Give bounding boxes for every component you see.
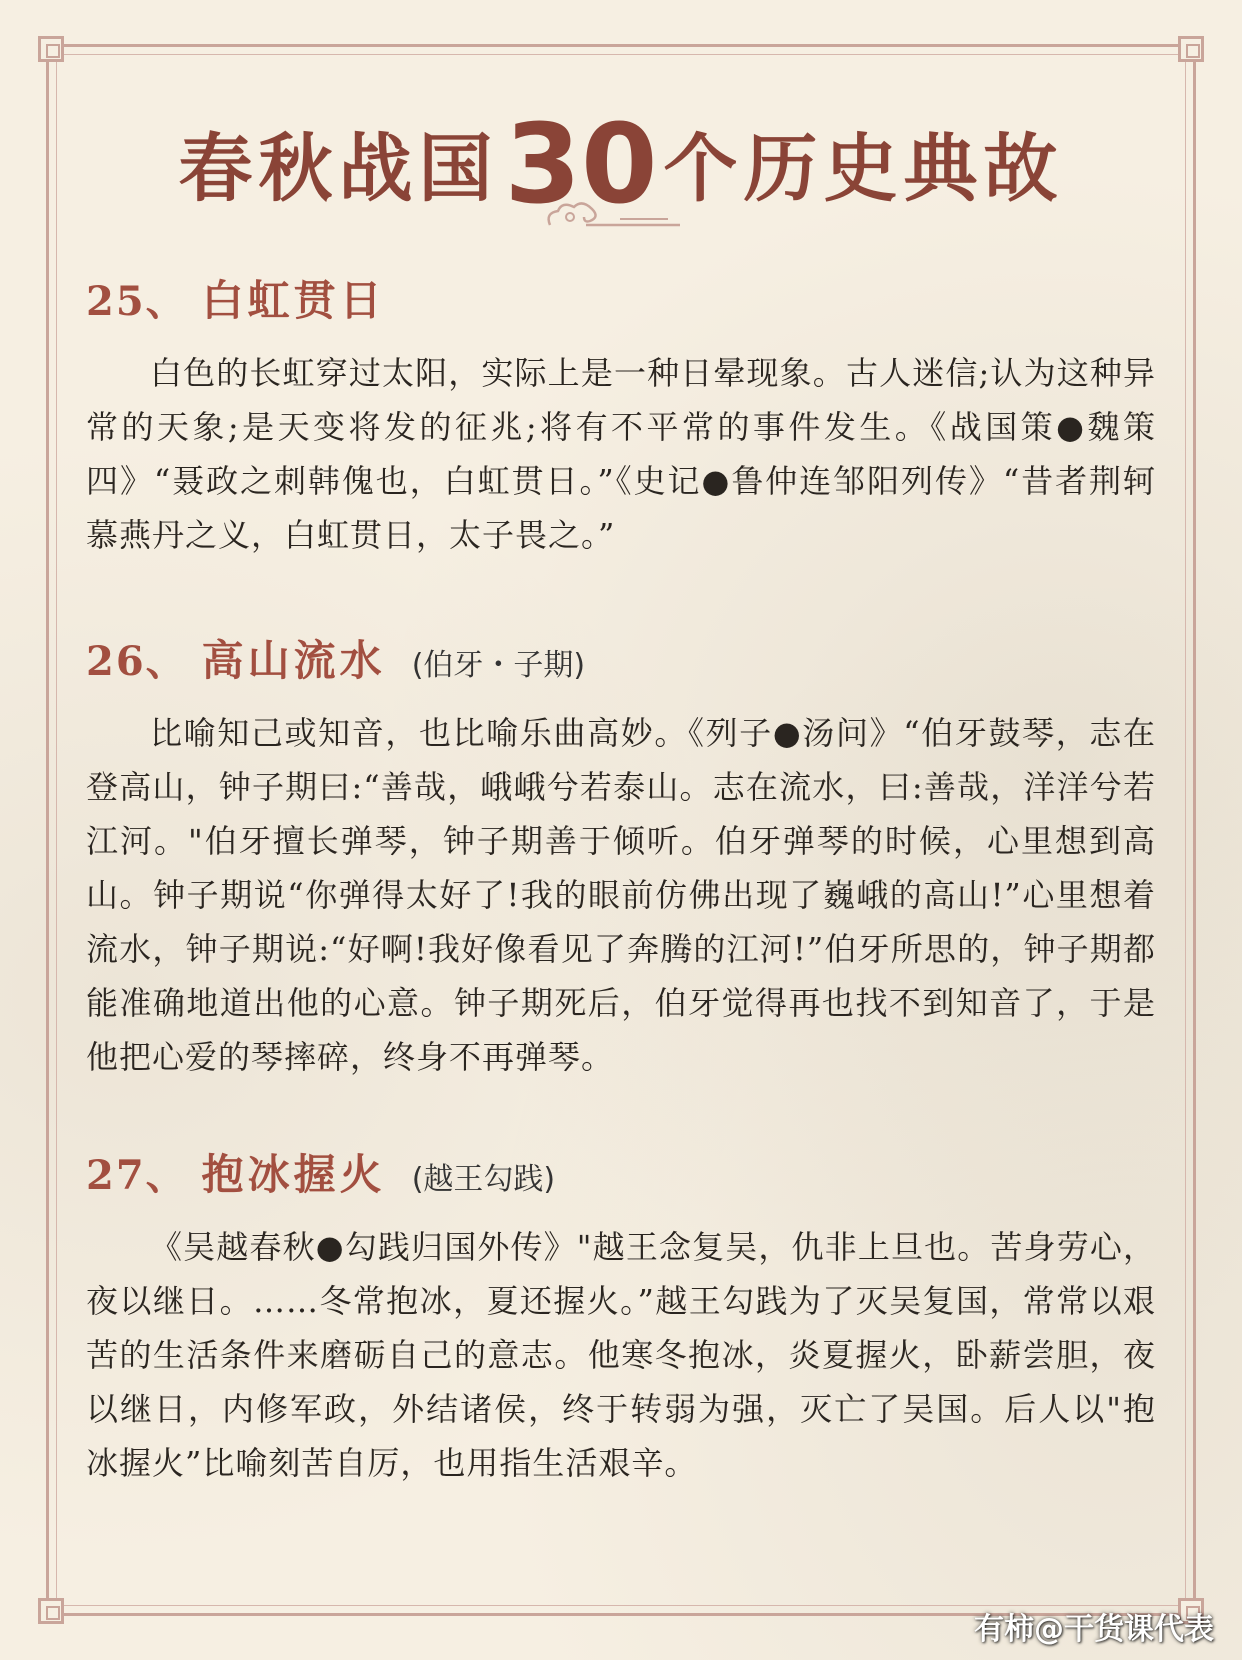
story-title: 抱冰握火 <box>201 1150 386 1199</box>
story-characters: (伯牙・子期) <box>411 648 586 683</box>
story-section-26 <box>86 628 1156 1084</box>
story-heading <box>86 628 1156 688</box>
title-prefix: 春秋战国 <box>178 126 499 212</box>
frame-corner-ornament <box>38 1598 64 1624</box>
title-number: 30 <box>504 100 658 228</box>
story-number: 27、 <box>86 1152 188 1199</box>
story-heading <box>86 268 1156 328</box>
frame-corner-ornament <box>38 36 64 62</box>
story-body: 比喻知己或知音，也比喻乐曲高妙。《列子●汤问》“伯牙鼓琴，志在登高山，钟子期曰:“善哉，峨峨兮若泰山。志在流水，曰:善哉，洋洋兮若江河。"伯牙擅长弹琴，钟子期善于倾听。伯牙弹琴的时候，心里想到高山。钟子期说“你弹得太好了!我的眼前仿佛出现了巍峨的高山!”心里想着流水，钟子期说:“好啊!我好像看见了奔腾的江河!”伯牙所思的，钟子期都能准确地道出他的心意。钟子期死后，伯牙觉得再也找不到知音了，于是他把心爱的琴摔碎，终身不再弹琴。 <box>86 714 1156 1076</box>
story-body: 《吴越春秋●勾践归国外传》"越王念复吴，仇非上旦也。苦身劳心，夜以继日。……冬常抱冰，夏还握火。”越王勾践为了灭吴复国，常常以艰苦的生活条件来磨砺自己的意志。他寒冬抱冰，炎夏握火，卧薪尝胆，夜以继日，内修军政，外结诸侯，终于转弱为强，灭亡了吴国。后人以"抱冰握火”比喻刻苦自厉，也用指生活艰辛。 <box>86 1228 1156 1482</box>
story-characters: (越王勾践) <box>411 1162 556 1197</box>
story-number: 25、 <box>86 278 188 325</box>
story-body: 白色的长虹穿过太阳，实际上是一种日晕现象。古人迷信;认为这种异常的天象;是天变将发的征兆;将有不平常的事件发生。《战国策●魏策四》“聂政之刺韩傀也，白虹贯日。”《史记●鲁仲连邹阳列传》“昔者荆轲慕燕丹之义，白虹贯日，太子畏之。” <box>86 354 1156 554</box>
story-number: 26、 <box>86 638 188 685</box>
story-heading <box>86 1142 1156 1202</box>
story-section-25 <box>86 268 1156 562</box>
title-suffix: 个历史典故 <box>663 126 1064 212</box>
story-title: 高山流水 <box>201 636 386 685</box>
frame-corner-ornament <box>1178 36 1204 62</box>
cloud-ornament-icon <box>540 195 690 235</box>
watermark: 有柿@干货课代表 <box>974 1612 1214 1647</box>
story-section-27 <box>86 1142 1156 1490</box>
story-title: 白虹贯日 <box>201 276 386 325</box>
